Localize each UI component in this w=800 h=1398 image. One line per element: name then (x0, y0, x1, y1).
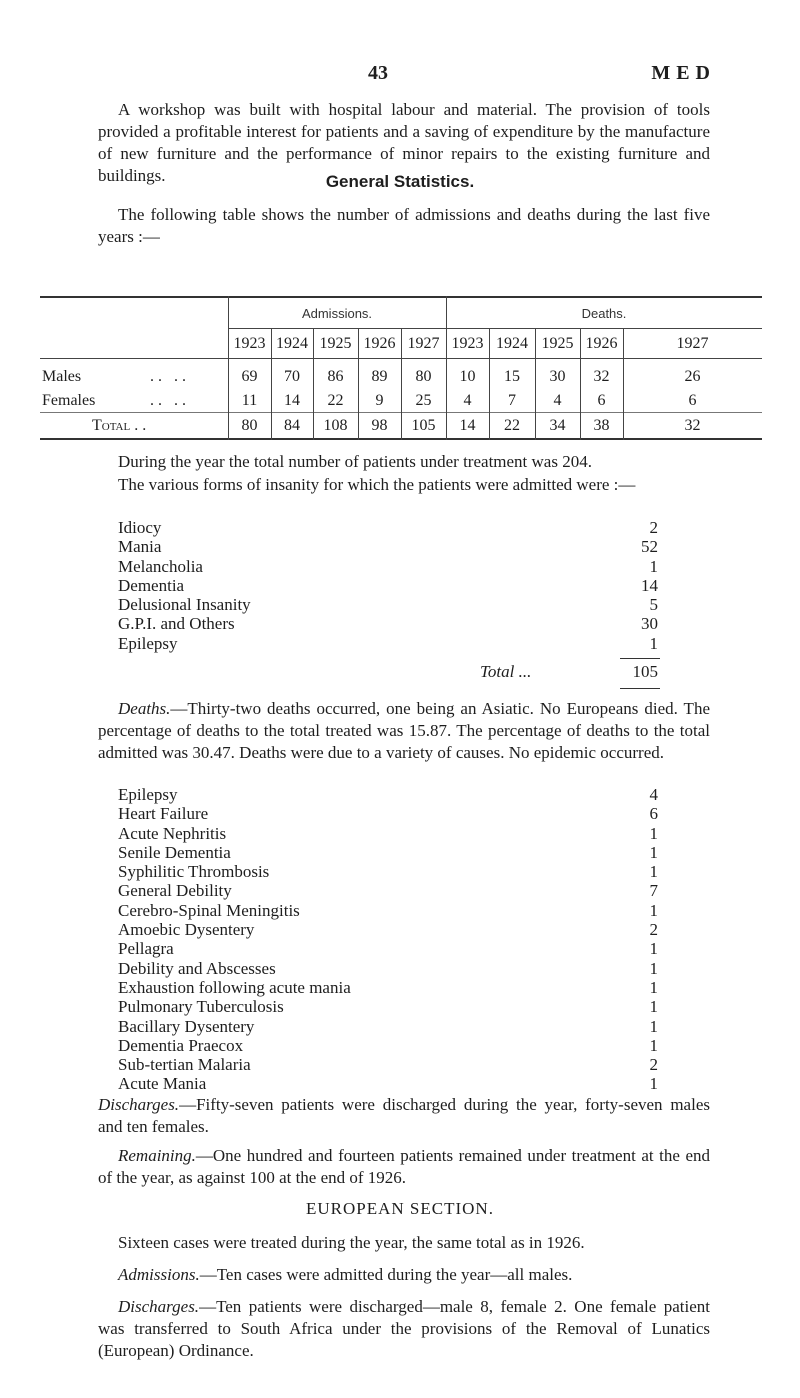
group-rule (228, 328, 762, 329)
death-cause-row (118, 881, 658, 900)
insanity-form-row (118, 614, 658, 633)
death-cause-row (118, 843, 658, 862)
deaths-text: —Thirty-two deaths occurred, one being an Asiatic. No Europeans died. The percentage of deaths to the total treated was 15.87. The percentage of deaths to the total admitted was 30.47. Deaths were due to a variety of causes. No epidemic occurred. (98, 699, 710, 762)
table-cell: 38 (593, 417, 610, 434)
year-header-cell: 1924 (276, 335, 308, 352)
table-cell: 4 (463, 392, 472, 409)
death-cause-row (118, 862, 658, 881)
insanity-form-row (118, 595, 658, 614)
section-mark: MED (651, 62, 716, 84)
list-item-value: 1 (649, 997, 658, 1017)
page-number: 43 (368, 62, 388, 84)
year-header-cell: 1923 (233, 335, 266, 352)
table-cell: 7 (508, 392, 516, 409)
deaths-group-header: Deaths. (581, 306, 627, 321)
deaths-paragraph (98, 698, 710, 764)
list-item-label: Dementia (118, 575, 185, 595)
death-cause-row (118, 1017, 658, 1036)
row-leader: . . . . (150, 368, 186, 385)
list-item-label: Epilepsy (118, 785, 178, 804)
forms-intro: The various forms of insanity for which the patients were admitted were :— (118, 475, 636, 494)
table-cell: 98 (371, 417, 388, 434)
list-item-label: Acute Mania (118, 1074, 207, 1094)
list-item-value: 1 (649, 1016, 658, 1036)
table-cell: 26 (684, 368, 701, 385)
table-cell: 25 (415, 392, 432, 409)
list-item-label: Pulmonary Tuberculosis (118, 997, 284, 1017)
list-item-value: 1 (649, 842, 658, 862)
list-item-value: 1 (649, 1074, 658, 1094)
table-cell: 80 (241, 417, 258, 434)
discharges-text: —Fifty-seven patients were discharged during the year, forty-seven males and ten females. (98, 1095, 710, 1136)
list-item-label: Bacillary Dysentery (118, 1016, 255, 1036)
list-item-value: 2 (649, 1055, 658, 1075)
table-cell: 34 (549, 417, 566, 434)
table-cell: 86 (327, 368, 344, 385)
european-section-heading: EUROPEAN SECTION. (306, 1199, 494, 1218)
workshop-paragraph: A workshop was built with hospital labour and material. The provision of tools provided a profitable interest for patients and a saving of expenditure by the manufacture of new furniture and the performance of minor repairs to the existing furniture and buildings. (98, 100, 710, 185)
row-label: Females (42, 392, 96, 409)
list-item-value: 4 (649, 785, 658, 804)
table-cell: 108 (323, 417, 348, 434)
table-cell: 80 (415, 368, 432, 385)
european-cases: Sixteen cases were treated during the year, the same total as in 1926. (118, 1233, 585, 1252)
list-item-label: Amoebic Dysentery (118, 920, 255, 940)
list-item-label: Idiocy (118, 518, 162, 537)
statistics-intro: The following table shows the number of admissions and deaths during the last five years :— (98, 205, 710, 246)
table-cell: 14 (459, 417, 476, 434)
insanity-forms-list (118, 518, 658, 653)
list-item-value: 1 (649, 862, 658, 882)
insanity-form-row (118, 537, 658, 556)
year-header-cell: 1927 (407, 335, 440, 352)
list-item-value: 6 (649, 804, 658, 824)
insanity-form-row (118, 518, 658, 537)
list-item-label: Heart Failure (118, 804, 209, 824)
list-item-value: 1 (649, 633, 658, 653)
year-header-cell: 1927 (676, 335, 709, 352)
list-item-value: 2 (649, 920, 658, 940)
list-item-label: Melancholia (118, 556, 203, 576)
page-header (0, 62, 800, 86)
list-item-value: 1 (649, 958, 658, 978)
table-cell: 11 (241, 392, 258, 409)
death-cause-row (118, 1036, 658, 1055)
general-statistics-heading: General Statistics. (325, 172, 475, 191)
table-cell: 6 (597, 392, 606, 409)
table-cell: 84 (284, 417, 300, 434)
treatment-paragraph: During the year the total number of patients under treatment was 204. (118, 452, 592, 471)
row-label: Males (42, 368, 82, 385)
discharges-lead: Discharges. (98, 1095, 180, 1114)
list-item-label: Pellagra (118, 939, 174, 959)
list-item-label: Mania (118, 537, 162, 557)
list-item-label: Syphilitic Thrombosis (118, 862, 270, 882)
year-header-cell: 1926 (585, 335, 618, 352)
death-cause-row (118, 804, 658, 823)
table-cell: 69 (241, 368, 258, 385)
forms-total-label: Total ... (480, 662, 532, 681)
list-item-label: Debility and Abscesses (118, 958, 276, 978)
european-admissions-text: —Ten cases were admitted during the year—all males. (199, 1265, 573, 1284)
year-header-cell: 1925 (541, 335, 574, 352)
death-cause-row (118, 1055, 658, 1074)
list-item-value: 5 (649, 595, 658, 615)
table-cell: 4 (553, 392, 562, 409)
year-header-cell: 1924 (496, 335, 528, 352)
list-item-label: G.P.I. and Others (118, 614, 235, 634)
forms-total-value: 105 (632, 662, 658, 681)
list-item-value: 7 (649, 881, 658, 901)
death-cause-row (118, 824, 658, 843)
row-label: Total . . (92, 417, 147, 434)
year-header-cell: 1926 (363, 335, 396, 352)
table-cell: 32 (684, 417, 701, 434)
discharges-paragraph (98, 1094, 710, 1138)
list-item-label: Sub-tertian Malaria (118, 1055, 251, 1075)
death-cause-row (118, 785, 658, 804)
table-cell: 105 (411, 417, 436, 434)
list-item-value: 1 (649, 977, 658, 997)
remaining-text: —One hundred and fourteen patients remained under treatment at the end of the year, as against 100 at the end of 1926. (98, 1146, 710, 1187)
table-cell: 14 (284, 392, 300, 409)
death-cause-row (118, 1074, 658, 1093)
list-item-value: 52 (641, 537, 658, 557)
list-item-value: 1 (649, 1035, 658, 1055)
list-item-label: Exhaustion following acute mania (118, 977, 351, 997)
list-item-value: 30 (641, 614, 658, 634)
list-item-value: 1 (649, 823, 658, 843)
european-admissions-lead: Admissions. (118, 1265, 200, 1284)
death-cause-row (118, 901, 658, 920)
list-item-label: Cerebro-Spinal Meningitis (118, 900, 300, 920)
table-cell: 6 (688, 392, 697, 409)
insanity-form-row (118, 557, 658, 576)
table-cell: 32 (593, 368, 610, 385)
death-causes-list (118, 785, 658, 1094)
european-discharges (98, 1296, 710, 1362)
death-cause-row (118, 959, 658, 978)
list-item-value: 2 (649, 518, 658, 537)
death-cause-row (118, 978, 658, 997)
forms-total-row (118, 662, 658, 681)
table-cell: 22 (327, 392, 344, 409)
deaths-lead: Deaths. (118, 699, 171, 718)
insanity-form-row (118, 634, 658, 653)
table-cell: 22 (504, 417, 520, 434)
row-leader: . . . . (150, 392, 186, 409)
european-discharges-lead: Discharges. (118, 1297, 200, 1316)
table-top-rule (40, 296, 762, 298)
european-admissions (98, 1264, 710, 1286)
table-cell: 9 (375, 392, 384, 409)
list-item-label: Delusional Insanity (118, 595, 251, 615)
insanity-form-row (118, 576, 658, 595)
list-item-value: 14 (641, 575, 658, 595)
remaining-paragraph (98, 1145, 710, 1189)
list-item-value: 1 (649, 900, 658, 920)
death-cause-row (118, 997, 658, 1016)
table-cell: 30 (549, 368, 566, 385)
table-cell: 89 (371, 368, 388, 385)
european-discharges-text: —Ten patients were discharged—male 8, female 2. One female patient was transferred to South Africa under the provisions of the Removal of Lunatics (European) Ordinance. (98, 1297, 710, 1360)
list-item-value: 1 (649, 939, 658, 959)
list-item-label: General Debility (118, 881, 232, 901)
table-cell: 15 (504, 368, 520, 385)
year-header-cell: 1925 (319, 335, 352, 352)
remaining-lead: Remaining. (118, 1146, 196, 1165)
list-item-label: Dementia Praecox (118, 1035, 244, 1055)
table-cell: 10 (459, 368, 476, 385)
death-cause-row (118, 920, 658, 939)
list-item-value: 1 (649, 556, 658, 576)
admissions-group-header: Admissions. (301, 306, 373, 321)
table-cell: 70 (284, 368, 300, 385)
list-item-label: Senile Dementia (118, 842, 231, 862)
list-item-label: Acute Nephritis (118, 823, 227, 843)
year-header-cell: 1923 (451, 335, 484, 352)
list-item-label: Epilepsy (118, 633, 178, 653)
death-cause-row (118, 939, 658, 958)
